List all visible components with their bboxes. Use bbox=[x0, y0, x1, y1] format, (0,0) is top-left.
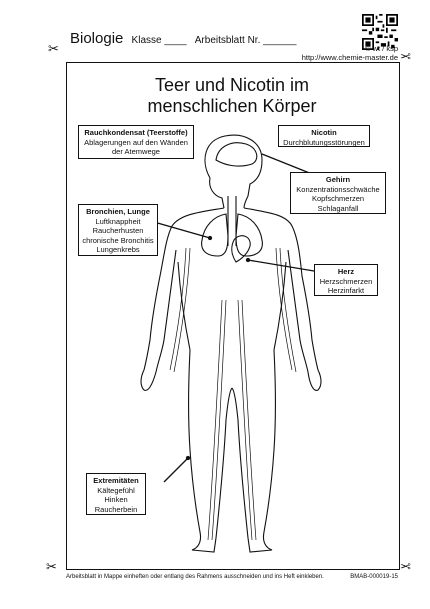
box-line: Herzinfarkt bbox=[327, 286, 365, 295]
box-title: Nicotin bbox=[311, 128, 337, 137]
info-box-bronchien-lunge bbox=[78, 204, 158, 256]
box-line: Kopfschmerzen bbox=[311, 194, 365, 203]
info-box-nicotin bbox=[278, 125, 370, 147]
title-line-2: menschlichen Körper bbox=[147, 96, 317, 116]
info-box-rauchkondensat bbox=[78, 125, 194, 159]
scissors-icon: ✂ bbox=[48, 41, 59, 56]
box-line: Kältegefühl bbox=[97, 485, 135, 495]
info-box-herz bbox=[314, 264, 378, 296]
scissors-icon: ✂ bbox=[46, 559, 57, 574]
box-line: Ablagerungen auf den Wänden bbox=[84, 137, 188, 147]
box-line: Raucherhusten bbox=[92, 226, 144, 235]
info-box-extremitaeten bbox=[86, 473, 146, 515]
title-line-1: Teer und Nicotin im bbox=[154, 75, 310, 95]
box-line: Durchblutungsstörungen bbox=[283, 137, 365, 147]
document-code: BMAB-000019-15 bbox=[350, 574, 398, 580]
box-line: Hinken bbox=[104, 495, 128, 504]
box-line: Konzentrationsschwäche bbox=[296, 184, 380, 194]
box-title: Bronchien, Lunge bbox=[86, 207, 150, 216]
copyright-line: © wt / ksp bbox=[364, 44, 398, 53]
box-title: Gehirn bbox=[325, 175, 351, 184]
box-line: Lungenkrebs bbox=[96, 245, 140, 254]
footer-instructions: Arbeitsblatt in Mappe einheften oder entlang des Rahmens ausschneiden und ins Heft einkleben. bbox=[66, 574, 324, 580]
info-box-gehirn bbox=[290, 172, 386, 214]
scissors-icon: ✂ bbox=[400, 559, 411, 574]
box-title: Herz bbox=[337, 267, 355, 276]
class-label: Klasse ____ bbox=[131, 35, 187, 46]
sheet-number-label: Arbeitsblatt Nr. ______ bbox=[194, 35, 297, 46]
box-line: chronische Bronchitis bbox=[82, 235, 154, 245]
subject-label: Biologie bbox=[70, 30, 124, 47]
scissors-icon: ✂ bbox=[400, 49, 411, 64]
box-line: Schlaganfall bbox=[317, 203, 359, 213]
box-line: Luftknappheit bbox=[95, 216, 141, 226]
box-line: Herzschmerzen bbox=[319, 276, 373, 286]
box-line: der Atemwege bbox=[112, 147, 160, 156]
website-link: http://www.chemie-master.de bbox=[301, 53, 398, 62]
box-line: Raucherbein bbox=[94, 504, 138, 514]
box-title: Rauchkondensat (Teerstoffe) bbox=[84, 128, 188, 137]
box-title: Extremitäten bbox=[93, 476, 139, 485]
